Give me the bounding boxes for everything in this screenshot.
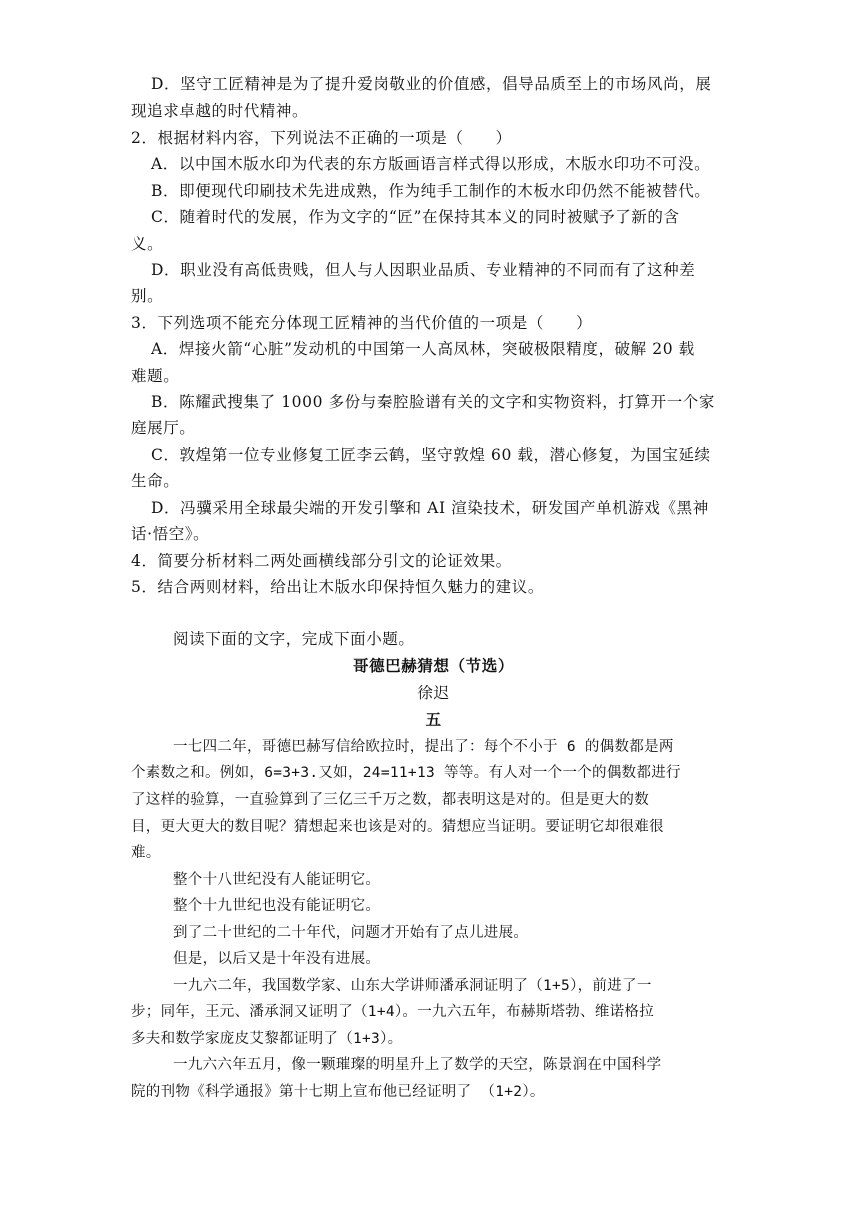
q4-stem: 4．简要分析材料二两处画横线部分引文的论证效果。: [131, 552, 512, 570]
passage-line: 一九六六年五月，像一颗璀璨的明星升上了数学的天空，陈景润在中国科学: [173, 1057, 662, 1073]
q3-option-c-line1: C．敦煌第一位专业修复工匠李云鹤，坚守敦煌 60 载，潜心修复，为国宝延续: [151, 446, 711, 464]
reading-instruction: 阅读下面的文字，完成下面小题。: [173, 630, 415, 648]
passage-line: 个素数之和。例如，6=3+3.又如，24=11+13 等等。有人对一个一个的偶数都进行: [131, 765, 681, 781]
q1-option-d-line2: 现追求卓越的时代精神。: [131, 102, 309, 120]
q2-option-a: A．以中国木版水印为代表的东方版画语言样式得以形成，木版水印功不可没。: [151, 155, 711, 173]
q3-option-b-line1: B．陈耀武搜集了 1000 多份与秦腔脸谱有关的文字和实物资料，打算开一个家: [151, 393, 715, 411]
passage-author: 徐迟: [417, 684, 450, 702]
q2-option-b: B．即便现代印刷技术先进成熟，作为纯手工制作的木板水印仍然不能被替代。: [151, 182, 711, 200]
passage-line: 一七四二年，哥德巴赫写信给欧拉时，提出了：每个不小于 6 的偶数都是两: [173, 739, 674, 755]
q2-option-d-line1: D．职业没有高低贵贱，但人与人因职业品质、专业精神的不同而有了这种差: [151, 261, 696, 279]
q2-stem: 2．根据材料内容，下列说法不正确的一项是（ ）: [131, 129, 512, 147]
q2-option-d-line2: 别。: [131, 287, 164, 305]
passage-line: 整个十八世纪没有人能证明它。: [173, 872, 381, 888]
passage-line: 一九六二年，我国数学家、山东大学讲师潘承洞证明了（1+5），前进了一: [173, 978, 652, 994]
q2-option-c-line1: C．随着时代的发展，作为文字的“匠”在保持其本义的同时被赋予了新的含: [151, 208, 680, 226]
section-number: 五: [425, 710, 442, 729]
q3-stem: 3．下列选项不能充分体现工匠精神的当代价值的一项是（ ）: [131, 314, 593, 332]
q3-option-a-line2: 难题。: [131, 367, 180, 385]
passage-line: 步；同年，王元、潘承洞又证明了（1+4）。一九六五年，布赫斯塔勃、维诺格拉: [131, 1004, 655, 1020]
q3-option-d-line2: 话·悟空》。: [131, 525, 210, 543]
passage-line: 难。: [131, 845, 161, 861]
passage-line: 了这样的验算，一直验算到了三亿三千万之数，都表明这是对的。但是更大的数: [131, 792, 649, 808]
passage-line: 目，更大更大的数目呢？猜想起来也该是对的。猜想应当证明。要证明它却很难很: [131, 819, 664, 835]
passage-line: 院的刊物《科学通报》第十七期上宣布他已经证明了 （1+2）。: [131, 1084, 545, 1100]
q5-stem: 5．结合两则材料，给出让木版水印保持恒久魅力的建议。: [131, 578, 544, 596]
q3-option-c-line2: 生命。: [131, 472, 180, 490]
passage-title: 哥德巴赫猜想（节选）: [352, 656, 514, 675]
passage-line: 整个十九世纪也没有能证明它。: [173, 898, 381, 914]
q3-option-b-line2: 庭展厅。: [131, 419, 196, 437]
q3-option-a-line1: A．焊接火箭“心脏”发动机的中国第一人高凤林，突破极限精度，破解 20 载: [151, 340, 695, 358]
passage-line: 多夫和数学家庞皮艾黎都证明了（1+3）。: [131, 1031, 403, 1047]
q2-option-c-line2: 义。: [131, 235, 164, 253]
passage-line: 到了二十世纪的二十年代，问题才开始有了点儿进展。: [173, 925, 529, 941]
q3-option-d-line1: D．冯骥采用全球最尖端的开发引擎和 AI 渲染技术，研发国产单机游戏《黑神: [151, 499, 709, 517]
passage-line: 但是，以后又是十年没有进展。: [173, 951, 381, 967]
q1-option-d-line1: D．坚守工匠精神是为了提升爱岗敬业的价值感，倡导品质至上的市场风尚，展: [151, 75, 712, 93]
